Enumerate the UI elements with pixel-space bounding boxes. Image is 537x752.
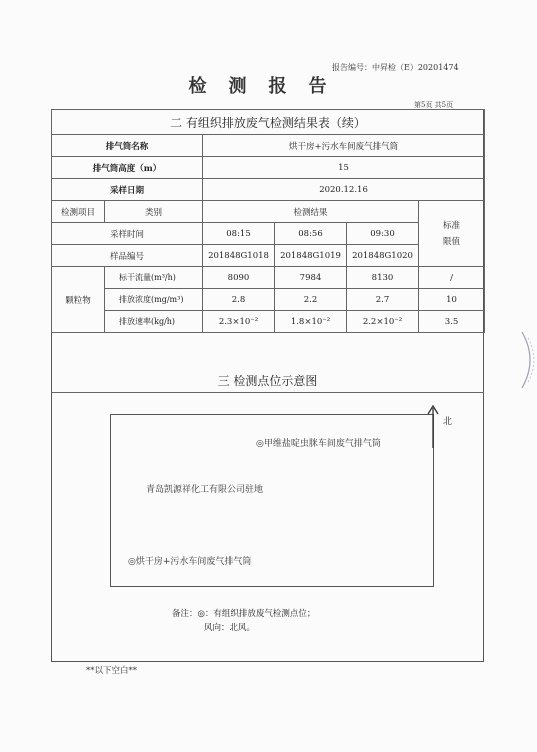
- report-number: 报告编号：中昇检（E）20201474: [332, 63, 459, 72]
- sampling-date-label: 采样日期: [52, 179, 203, 201]
- cell: 2.2: [275, 289, 347, 311]
- cell: 2.3×10⁻²: [203, 311, 275, 333]
- cell: 2.8: [203, 289, 275, 311]
- wind-direction-note: 风向：北风。: [204, 623, 256, 633]
- sample-no-label: 样品编号: [52, 245, 203, 267]
- category-header: 类别: [105, 201, 203, 223]
- north-label: 北: [443, 417, 453, 427]
- row-label: 排放速率(kg/h): [105, 311, 203, 333]
- sampling-time-label: 采样时间: [52, 223, 203, 245]
- cell: 7984: [275, 267, 347, 289]
- result-header: 检测结果: [203, 201, 419, 223]
- limit-cell: 10: [419, 289, 485, 311]
- item-header: 检测项目: [52, 201, 105, 223]
- cell: 2.7: [347, 289, 419, 311]
- cell: 8130: [347, 267, 419, 289]
- limit-cell: 3.5: [419, 311, 485, 333]
- stack-name-value: 烘干房+污水车间废气排气筒: [203, 135, 485, 157]
- diagram-note: 备注：◎：有组织排放废气检测点位；: [172, 609, 316, 619]
- sample-no-1: 201848G1018: [203, 245, 275, 267]
- monitoring-point-2: ◎烘干房+污水车间废气排气筒: [128, 557, 252, 567]
- monitoring-point-1: ◎甲维盐啶虫脒车间废气排气筒: [256, 439, 381, 449]
- sample-no-2: 201848G1019: [275, 245, 347, 267]
- sampling-time-3: 09:30: [347, 223, 419, 245]
- table-row: [52, 267, 485, 289]
- sample-no-3: 201848G1020: [347, 245, 419, 267]
- table-row: [52, 311, 485, 333]
- stack-height-value: 15: [203, 157, 485, 179]
- section3-title: 三 检测点位示意图: [51, 369, 484, 393]
- row-label: 标干流量(m³/h): [105, 267, 203, 289]
- row-label: 排放浓度(mg/m³): [105, 289, 203, 311]
- north-arrow-icon: [427, 404, 439, 448]
- report-title: 检测报告: [188, 76, 349, 97]
- emission-results-table: [51, 109, 485, 333]
- cell: 2.2×10⁻²: [347, 311, 419, 333]
- cell: 8090: [203, 267, 275, 289]
- stack-name-label: 排气筒名称: [52, 135, 203, 157]
- sampling-time-1: 08:15: [203, 223, 275, 245]
- page-info: 第5页 共5页: [414, 101, 454, 109]
- company-site-label: 青岛凯源祥化工有限公司驻地: [146, 485, 264, 495]
- seal-edge-icon: [516, 330, 537, 390]
- stack-height-label: 排气筒高度（m）: [52, 157, 203, 179]
- section2-title: 二 有组织排放废气检测结果表（续）: [52, 110, 485, 135]
- sampling-time-2: 08:56: [275, 223, 347, 245]
- limit-header: 标准 限值: [419, 201, 485, 267]
- cell: 1.8×10⁻²: [275, 311, 347, 333]
- blank-below-note: **以下空白**: [86, 666, 138, 676]
- limit-cell: /: [419, 267, 485, 289]
- item-name: 颗粒物: [52, 267, 105, 333]
- table-row: [52, 289, 485, 311]
- sampling-date-value: 2020.12.16: [203, 179, 485, 201]
